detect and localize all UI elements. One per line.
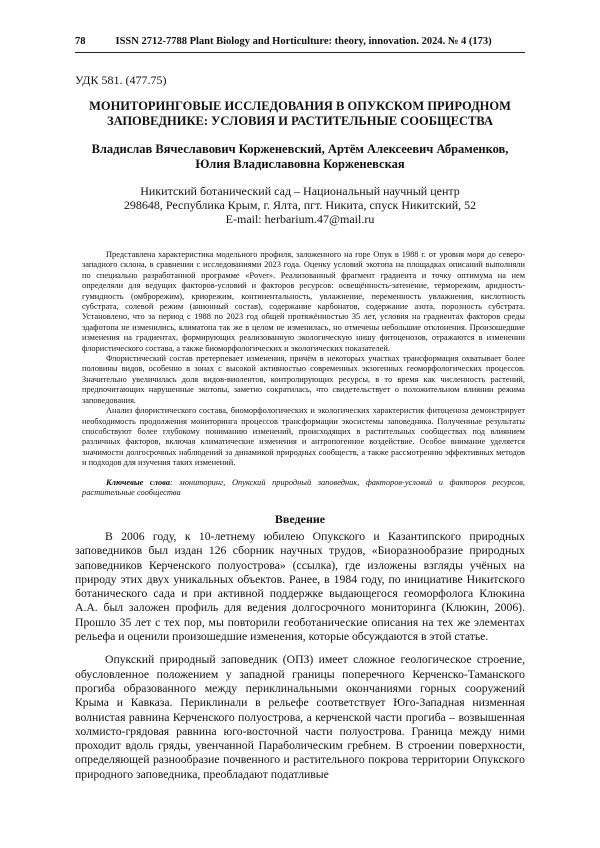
- article-title: МОНИТОРИНГОВЫЕ ИССЛЕДОВАНИЯ В ОПУКСКОМ ПРИРОДНОМ ЗАПОВЕДНИКЕ: УСЛОВИЯ И РАСТИТЕЛЬНЫЕ СООБЩЕСТВА: [89, 99, 511, 128]
- journal-title: ISSN 2712-7788 Plant Biology and Horticulture: theory, innovation. 2024. № 4 (173): [115, 36, 492, 47]
- section-heading: Введение: [274, 512, 326, 526]
- affiliation-address: 298648, Республика Крым, г. Ялта, пгт. Никита, спуск Никитский, 52: [123, 198, 477, 212]
- abstract: [82, 250, 525, 469]
- affiliation: [90, 184, 510, 226]
- keywords-text: : мониторинг, Опукский природный заповедник, факторов-условий и факторов ресурсов, растительные сообщества: [82, 478, 525, 498]
- keywords: [82, 478, 525, 499]
- body-text: [75, 530, 525, 791]
- article-authors: Владислав Вячеславович Корженевский, Артём Алексеевич Абраменков, Юлия Владиславовна Корженевская: [91, 142, 509, 171]
- affiliation-institution: Никитский ботанический сад – Национальный научный центр: [140, 184, 460, 198]
- header-rule: [75, 52, 525, 53]
- abstract-paragraph: Флористический состав претерпевает изменения, причём в некоторых участках трансформация охватывает более половины видов, особенно в зонах с высокой активностью современных экзогенных геоморфологических процессов. Значительно увеличилась доля видов-виолентов, контролирующих ресурсы, в то время как численность растений, предпочитающих нарушенные экотопы, заметно сократилась, что свидетельствует о положительном влиянии режима заповедования.: [82, 354, 525, 405]
- page-number: 78: [75, 36, 86, 47]
- keywords-label: Ключевые слова: [106, 478, 171, 487]
- abstract-paragraph: Представлена характеристика модельного профиля, заложенного на горе Опук в 1988 г. от уровня моря до северо-западного склона, в сравнении с исследованиями 2023 года. Оценку условий экотопа на площадках описаний выполняли по специально разработанной программе «Pover». Реализованный фрагмент градиента и точку оптимума на нем определяли для ведущих факторов-условий и факторов ресурсов: освещённость-затенение, терморежим, аридность-гумидность (омброрежим), криорежим, континентальность, увлажнение, переменность увлажнения, кислотность субстрата, солевой режим (анионный состав), содержание карбонатов, содержание азота, порозность субстрата. Установлено, что за период с 1988 по 2023 год общей протяжённостью 35 лет, условия на градиентах факторов среды эдафотопа не изменились, климатопа так же в целом не изменилась, но отмечены небольшие отклонения. Произошедшие изменения на градиентах, формирующих реализованную экологическую нишу фитоценозов, отражаются в изменении флористического состава, а также биоморфологических и экологических показателей.: [82, 250, 525, 353]
- body-paragraph: Опукский природный заповедник (ОПЗ) имеет сложное геологическое строение, обусловленное положением у западной границы поперечного Керченско-Таманского прогиба образованного между периклинальными окончаниями горных сооружений Крыма и Кавказа. Периклинали в рельефе соответствует Юго-Западная низменная волнистая равнина Керченского полуострова, а керченской части прогиба – возвышенная холмисто-грядовая равнина юго-восточной части полуострова. Граница между ними проходит вдоль гряды, увенчанной Параболическим гребнем. В строении поверхности, определяющей разнообразие почвенного и растительного покрова территории Опукского природного заповедника, преобладают податливые: [75, 653, 525, 781]
- abstract-paragraph: Анализ флористического состава, биоморфологических и экологических характеристик фитоценоза демонстрирует необходимость продолжения мониторинга процессов трансформации экосистемы заповедника. Полученные результаты способствуют более глубокому пониманию изменений, происходящих в растительных сообществах под влиянием различных факторов, включая климатические изменения и антропогенное воздействие. Особое внимание уделяется значимости долгосрочных наблюдений за динамикой природных сообществ, а также рассмотрению эффективных методов и подходов для изучения таких изменений.: [82, 406, 525, 468]
- udc-code: УДК 581. (477.75): [75, 73, 167, 87]
- body-paragraph: В 2006 году, к 10-летнему юбилею Опукского и Казантипского природных заповедников был издан 126 сборник научных трудов, «Биоразнообразие природных заповедников Керченского полуострова» (ссылка), где изложены взгляды учёных на природу этих двух уникальных объектов. Ранее, в 1984 году, по инициативе Никитского ботанического сада и при активной поддержке выдающегося геоморфолога Клюкина А.А. был заложен профиль для ведения долгосрочного мониторинга (Клюкин, 2006). Прошло 35 лет с тех пор, мы повторили геоботанические описания на тех же элементах рельефа и оценили произошедшие изменения, которые обсуждаются в этой статье.: [75, 530, 525, 644]
- affiliation-email: E-mail: herbarium.47@mail.ru: [225, 212, 375, 226]
- running-head: [75, 36, 525, 50]
